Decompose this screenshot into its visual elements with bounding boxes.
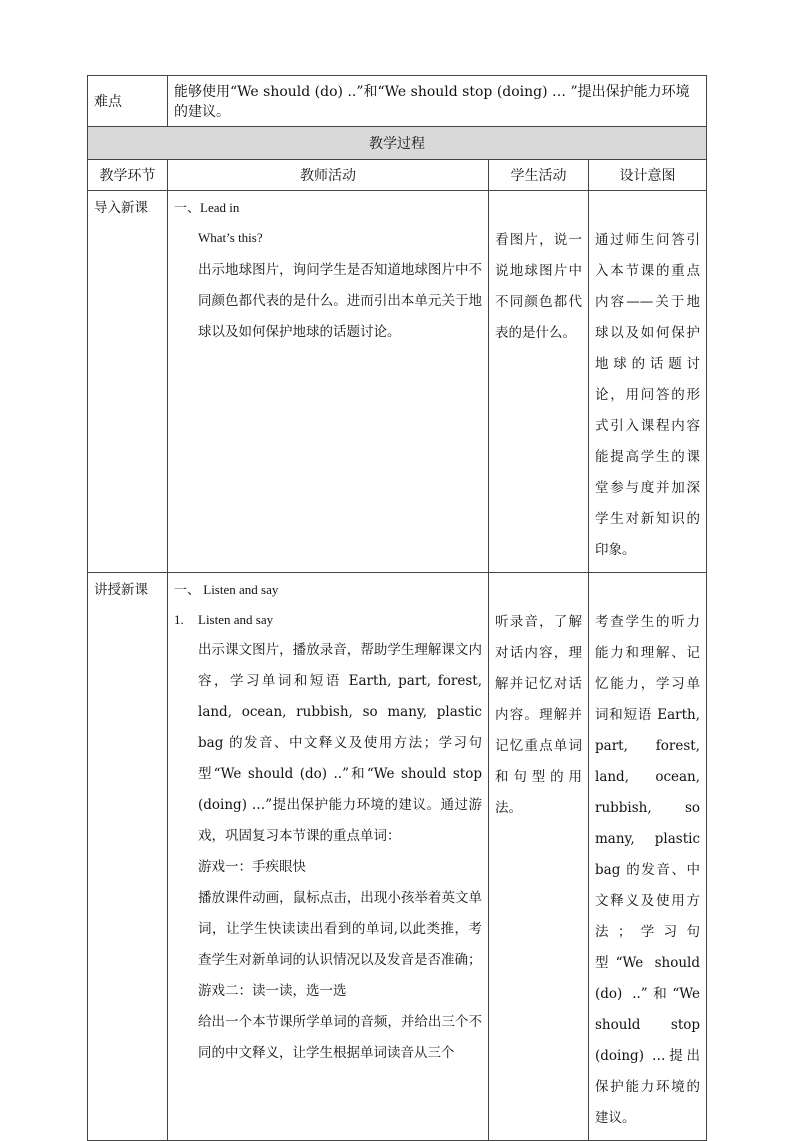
process-title: 教学过程: [88, 127, 707, 160]
difficulty-row: [88, 76, 707, 127]
intent-cell: 考查学生的听力能力和理解、记忆能力，学习单词和短语 Earth, part, forest, land, ocean, rubbish, so many, plastic bag 的发音、中文释义及使用方法；学习句型“We should (do) ..”和“We should stop (doing) …提出保护能力环境的建议。: [589, 573, 707, 1141]
process-header-row: [88, 127, 707, 160]
teacher-cell: [168, 573, 489, 1141]
game-two-title: 游戏二：读一读，选一选: [198, 983, 347, 999]
difficulty-text: 能够使用“We should (do) ..”和“We should stop (doing) … ”提出保护能力环境的建议。: [168, 76, 707, 127]
student-cell: 看图片，说一说地球图片中不同颜色都代表的是什么。: [489, 191, 589, 573]
difficulty-label: 难点: [88, 76, 168, 127]
teacher-cell: [168, 191, 489, 573]
game-two-text: 给出一个本节课所学单词的音频，并给出三个不同的中文释义，让学生根据单词读音从三个: [198, 1014, 482, 1061]
teacher-activity-text: 出示课文图片，播放录音，帮助学生理解课文内容，学习单词和短语 Earth, part, forest, land, ocean, rubbish, so many, plastic bag 的发音、中文释义及使用方法；学习句型“We should (do) ..”和“We should stop (doing) …”提出保护能力环境的建议。通过游戏，巩固复习本节课的重点单词：: [198, 642, 482, 844]
game-one-text: 播放课件动画，鼠标点击，出现小孩举着英文单词，让学生快读读出看到的单词,以此类推，考查学生对新单词的认识情况以及发音是否准确；: [198, 890, 482, 968]
lesson-table: [87, 75, 707, 1141]
game-one-title: 游戏一：手疾眼快: [198, 859, 306, 875]
column-header-stage: 教学环节: [88, 160, 168, 191]
column-header-row: [88, 160, 707, 191]
column-header-student: 学生活动: [489, 160, 589, 191]
teacher-activity-text: 出示地球图片，询问学生是否知道地球图片中不同颜色都代表的是什么。进而引出本单元关于地球以及如何保护地球的话题讨论。: [198, 262, 482, 340]
section-heading: 一、 Listen and say: [174, 582, 279, 597]
sub-heading-line: [174, 611, 482, 635]
section-heading: 一、Lead in: [174, 200, 240, 215]
sub-heading: Listen and say: [198, 612, 274, 627]
stage-cell: 讲授新课: [88, 573, 168, 1141]
table-row: [88, 573, 707, 1141]
column-header-intent: 设计意图: [589, 160, 707, 191]
column-header-teacher: 教师活动: [168, 160, 489, 191]
intent-cell: 通过师生问答引入本节课的重点内容——关于地球以及如何保护地球的话题讨论，用问答的形式引入课程内容能提高学生的课堂参与度并加深学生对新知识的印象。: [589, 191, 707, 573]
teacher-question: What’s this?: [198, 230, 263, 245]
table-row: [88, 191, 707, 573]
lesson-plan-table: [87, 75, 706, 1141]
student-cell: 听录音，了解对话内容，理解并记忆对话内容。理解并记忆重点单词和句型的用法。: [489, 573, 589, 1141]
stage-cell: 导入新课: [88, 191, 168, 573]
sub-heading-number: 1.: [174, 612, 184, 627]
